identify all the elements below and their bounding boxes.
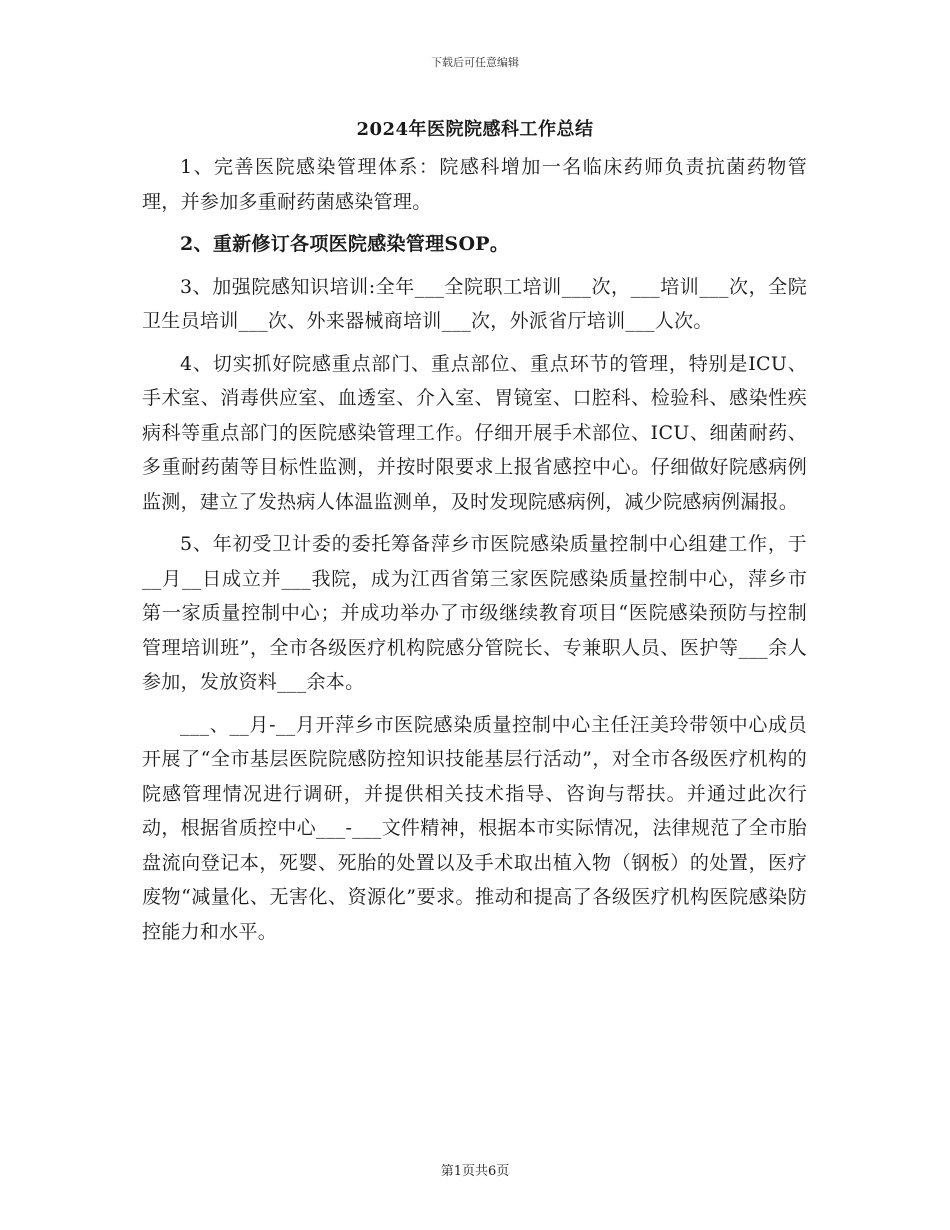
paragraph-3: 3、加强院感知识培训:全年___全院职工培训___次，___培训___次，全院卫生员培训___次、外来器械商培训___次，外派省厅培训___人次。 — [142, 275, 807, 332]
paragraph-1: 1、完善医院感染管理体系：院感科增加一名临床药师负责抗菌药物管理，并参加多重耐药菌感染管理。 — [142, 156, 807, 213]
document-body — [142, 150, 807, 957]
header-note: 下载后可任意编辑 — [431, 56, 519, 69]
paragraph-2: 2、重新修订各项医院感染管理SOP。 — [180, 233, 510, 255]
paragraph-5: 5、年初受卫计委的委托筹备萍乡市医院感染质量控制中心组建工作，于__月__日成立并___我院，成为江西省第三家医院感染质量控制中心，萍乡市第一家质量控制中心；并成功举办了市级继续教育项目“医院感染预防与控制管理培训班”，全市各级医疗机构院感分管院长、专兼职人员、医护等___余人参加，发放资料___余本。 — [142, 533, 807, 693]
paragraph-6: ___、__月-__月开萍乡市医院感染质量控制中心主任汪美玲带领中心成员开展了“全市基层医院院感防控知识技能基层行活动”，对全市各级医疗机构的院感管理情况进行调研，并提供相关技术指导、咨询与帮扶。并通过此次行动，根据省质控中心___-___文件精神，根据本市实际情况，法律规范了全市胎盘流向登记本，死婴、死胎的处置以及手术取出植入物（钢板）的处置，医疗废物“减量化、无害化、资源化”要求。推动和提高了各级医疗机构医院感染防控能力和水平。 — [142, 713, 807, 943]
paragraph-4: 4、切实抓好院感重点部门、重点部位、重点环节的管理，特别是ICU、手术室、消毒供应室、血透室、介入室、胃镜室、口腔科、检验科、感染性疾病科等重点部门的医院感染管理工作。仔细开展手术部位、ICU、细菌耐药、多重耐药菌等目标性监测，并按时限要求上报省感控中心。仔细做好院感病例监测，建立了发热病人体温监测单，及时发现院感病例，减少院感病例漏报。 — [142, 352, 807, 513]
document-title: 2024年医院院感科工作总结 — [356, 119, 594, 140]
page-footer: 第1页共6页 — [440, 1164, 510, 1179]
